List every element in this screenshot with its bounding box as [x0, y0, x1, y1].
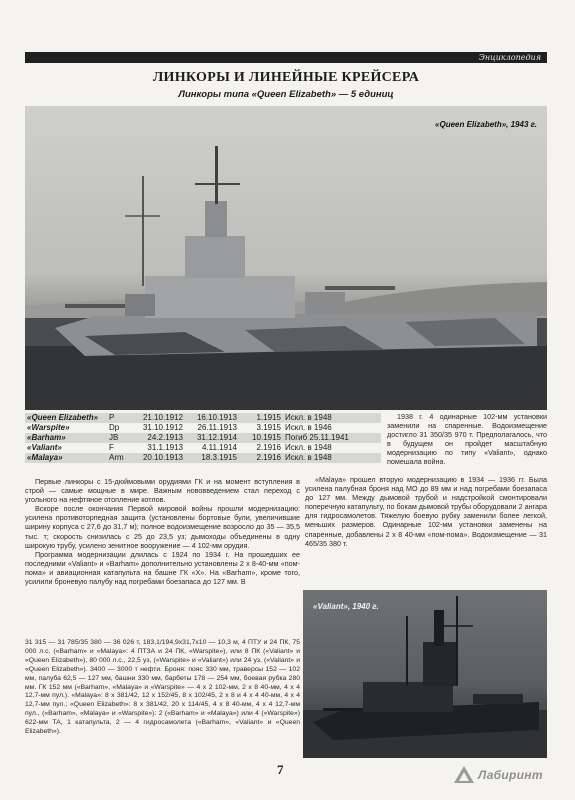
spec-cell-fate: Искл. в 1948 — [285, 443, 332, 452]
right-column-text-2: «Malaya» прошел вторую модернизацию в 1934 — 1936 гг. Была усилена палубная броня над МО до 89 мм и над погребами боезапаса до 127 мм. Между дымовой трубой и надстройкой смонтировали поперечную катапульту, по бокам дымовой трубы оборудовали 2 ангара для гидросамолетов. Тяжелую боевую рубку заменили более легкой, меньших размеров. Одинарные 102-мм установки заменены на спаренные, добавлены 2 х 8 40-мм «пом-пома». Водоизмещение — 31 465/35 380 т. — [305, 475, 547, 548]
spec-cell-yard: JB — [109, 433, 119, 442]
valiant-photo — [303, 590, 547, 758]
spec-row — [25, 453, 381, 463]
spec-cell-commissioned: 3.1915 — [256, 423, 281, 432]
spec-cell-commissioned: 1.1915 — [256, 413, 281, 422]
labirint-logo-icon — [452, 763, 476, 787]
section-header-bar — [25, 52, 547, 63]
spec-cell-commissioned: 2.1916 — [256, 453, 281, 462]
spec-row — [25, 443, 381, 453]
bottom-photo-caption: «Valiant», 1940 г. — [313, 602, 379, 611]
top-photo-caption: «Queen Elizabeth», 1943 г. — [435, 120, 537, 129]
spec-cell-ship: «Queen Elizabeth» — [27, 413, 99, 422]
spec-cell-laid: 24.2.1913 — [147, 433, 183, 442]
tech-specs-text: 31 315 — 31 785/35 380 — 36 026 т, 183,1/194,9х31,7х10 — 10,3 м, 4 ПТУ и 24 ПК, 75 000 л.с. («Barham» и «Malaya»: 4 ПТЗА и 24 ПК, «Warspite»), или 8 ПК («Valiant» и «Queen Elizabeth»), 80 000 л.с., 22,5 уз, («Warspite» и «Valiant») или 24 уз. («Valiant» и «Queen Elizabeth»). 3400 — 3000 т нефти. Броня: пояс 330 мм, траверсы 152 — 102 мм, палуба 62,5 — 127 мм, башни 330 мм, барбеты 178 — 254 мм, боевая рубка 280 мм. ГК 152 мм («Barham», «Malaya» и «Warspite» — 4 х 2 102-мм, 2 х 8 40-мм, 4 х 4 12,7-мм пул.). «Malaya»: 8 х 381/42, 12 х 152/45, 8 х 102/45, 2 х 8 и 4 х 4 40-мм, 4 х 4 12,7-мм пул.; «Queen Elizabeth»: 8 х 381/42, 20 х 114/45, 4 х 8 40-мм, 4 х 4 12,7-мм пул., («Barham», «Malaya» и «Warspite»): 2 («Barham» и «Malaya») или 4 («Warspite») 622-мм ТА, 1 катапульта, 2 — 4 гидросамолета («Barham», «Valiant» и «Queen Elizabeth»). — [25, 639, 300, 736]
spec-cell-ship: «Valiant» — [27, 443, 62, 452]
spec-cell-launched: 18.3.1915 — [201, 453, 237, 462]
spec-cell-commissioned: 2.1916 — [256, 443, 281, 452]
battleship-illustration — [25, 106, 547, 410]
publisher-logo: Лабиринт — [452, 763, 476, 787]
spec-cell-fate: Искл. в 1946 — [285, 423, 332, 432]
section-label: Энциклопедия — [478, 53, 541, 62]
spec-cell-fate: Искл. в 1948 — [285, 413, 332, 422]
page-title: ЛИНКОРЫ И ЛИНЕЙНЫЕ КРЕЙСЕРА — [152, 70, 420, 85]
spec-cell-yard: F — [109, 443, 114, 452]
spec-cell-launched: 16.10.1913 — [196, 413, 237, 422]
spec-cell-laid: 21.10.1912 — [142, 413, 183, 422]
spec-cell-launched: 26.11.1913 — [197, 423, 237, 432]
spec-cell-yard: Arm — [109, 453, 124, 462]
spec-row — [25, 433, 381, 443]
spec-cell-fate: Искл. в 1948 — [285, 453, 332, 462]
left-column-text: Первые линкоры с 15-дюймовыми орудиями ГК и на момент вступления в строй — самые мощные в мире. Важным нововведением стал переход с угольного на нефтяное отопление котлов. Вскоре после окончания Первой мировой войны прошли модернизацию: усилена противоторпедная защита (установлены бортовые були, увеличившие ширину корпуса с 27,6 до 31,7 м); полное водоизмещение возросло до 35 — 35,5 тыс. т; скорость снизилась с 25 до 23,5 уз; дымоходы объединены в одну широкую трубу, усилено зенитное вооружение — 4 102-мм орудия. Программа модернизации длилась с 1924 по 1934 г. На прошедших ее последними «Valiant» и «Barham» дополнительно установлены 2 х 8-40-мм «пом-пома» и авиационная катапульта на башне ГК «Х». На «Barham», кроме того, усилили броневую палубу над погребами боезапаса до 127 мм. В — [25, 477, 300, 587]
spec-cell-yard: P — [109, 413, 115, 422]
spec-cell-commissioned: 10.1915 — [252, 433, 281, 442]
page-number: 7 — [277, 762, 284, 777]
valiant-illustration — [303, 590, 547, 758]
queen-elizabeth-photo — [25, 106, 547, 410]
spec-cell-laid: 31.1.1913 — [147, 443, 183, 452]
spec-cell-ship: «Barham» — [27, 433, 66, 442]
spec-cell-laid: 31.10.1912 — [142, 423, 183, 432]
spec-row — [25, 413, 381, 423]
page-subtitle: Линкоры типа «Queen Elizabeth» — 5 единиц — [178, 89, 394, 100]
spec-row — [25, 423, 381, 433]
spec-cell-ship: «Warspite» — [27, 423, 70, 432]
spec-cell-laid: 20.10.1913 — [142, 453, 183, 462]
spec-cell-yard: Dp — [109, 423, 120, 432]
spec-cell-fate: Погиб 25.11.1941 — [285, 433, 349, 442]
spec-cell-ship: «Malaya» — [27, 453, 63, 462]
spec-cell-launched: 31.12.1914 — [196, 433, 237, 442]
ships-spec-table — [25, 413, 381, 463]
right-column-text-1: 1938 г. 4 одинарные 102-мм установки заменили на спаренные. Водоизмещение достигло 31 350/35 970 т. Предполагалось, что в будущем он пройдет масштабную модернизацию по типу «Valiant», однако помешала война. — [387, 412, 547, 467]
spec-cell-launched: 4.11.1914 — [202, 443, 237, 452]
